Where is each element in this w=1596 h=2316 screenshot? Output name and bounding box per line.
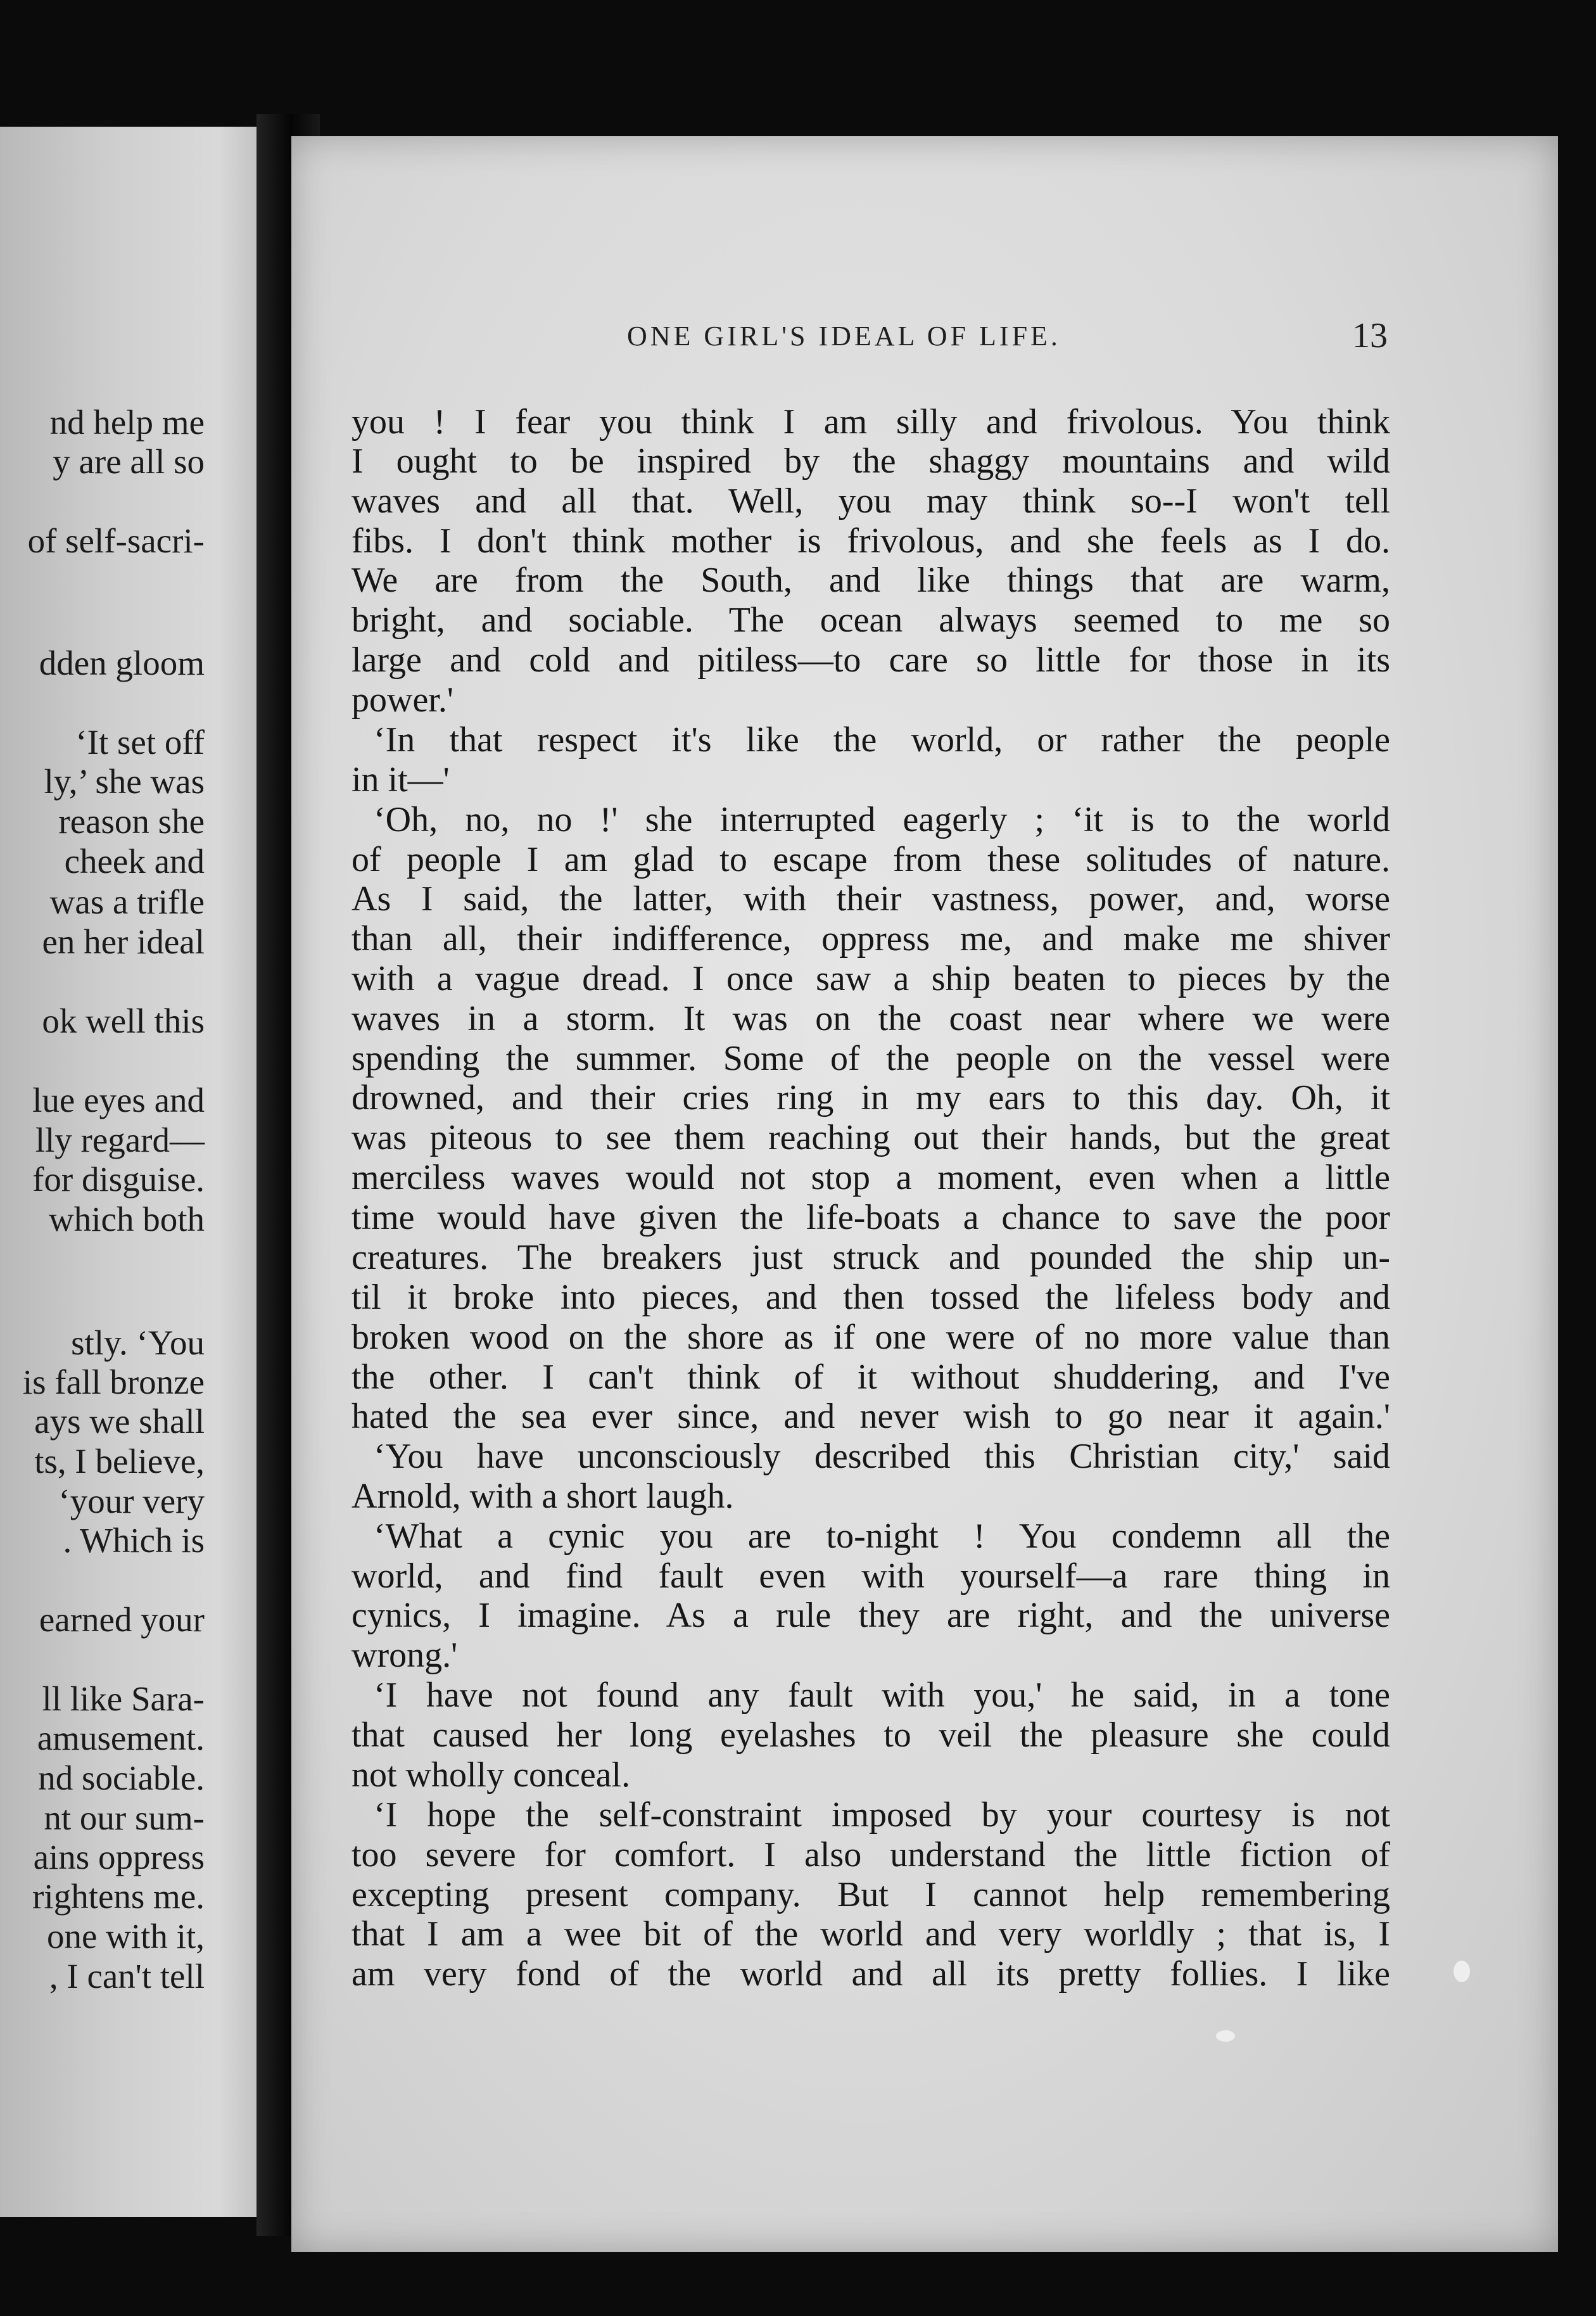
body-text-line: ‘I have not found any fault with you,' he said, in a tone — [374, 1676, 1390, 1715]
body-text-line: am very fond of the world and all its pretty follies. I like — [352, 1954, 1390, 1994]
body-text-line: Arnold, with a short laugh. — [352, 1477, 734, 1516]
page-number: 13 — [1352, 316, 1388, 355]
left-page-line: cheek and — [64, 842, 205, 881]
body-text-line: with a vague dread. I once saw a ship beaten to pieces by the — [352, 959, 1390, 998]
left-page-line: was a trifle — [49, 882, 205, 921]
body-text-line: As I said, the latter, with their vastness, power, and, worse — [352, 879, 1390, 919]
left-page-line: earned your — [39, 1600, 205, 1639]
body-text-line: time would have given the life-boats a chance to save the poor — [352, 1198, 1390, 1237]
left-page-line: ll like Sara- — [42, 1679, 205, 1718]
left-page-line: y are all so — [53, 442, 205, 481]
left-page-line: lue eyes and — [32, 1081, 205, 1119]
left-page-line: ts, I believe, — [34, 1442, 205, 1480]
left-page-line: ains oppress — [33, 1838, 205, 1876]
left-page-line: rightens me. — [32, 1877, 205, 1916]
body-text-line: fibs. I don't think mother is frivolous, and she feels as I do. — [352, 521, 1390, 561]
body-text-line: excepting present company. But I cannot help remembering — [352, 1875, 1390, 1914]
left-page-line: nd help me — [49, 403, 205, 442]
left-page-line: ly,’ she was — [44, 762, 205, 801]
body-text-line: spending the summer. Some of the people on the vessel were — [352, 1039, 1390, 1078]
left-page-line: ok well this — [42, 1002, 205, 1040]
left-page-line: reason she — [58, 802, 205, 841]
body-text-line: the other. I can't think of it without shuddering, and I've — [352, 1358, 1390, 1397]
left-page-line: for disguise. — [32, 1160, 205, 1199]
body-text-line: ‘I hope the self-constraint imposed by your courtesy is not — [374, 1795, 1390, 1835]
left-page-line: . Which is — [63, 1521, 205, 1560]
body-text-line: power.' — [352, 680, 453, 720]
body-text-line: ‘What a cynic you are to-night ! You condemn all the — [374, 1517, 1390, 1556]
left-page-line: ‘your very — [58, 1482, 205, 1520]
body-text-line: waves in a storm. It was on the coast near where we were — [352, 999, 1390, 1038]
running-head: ONE GIRL'S IDEAL OF LIFE. — [627, 321, 1061, 352]
left-page-line: amusement. — [37, 1719, 205, 1757]
left-page-line: ays we shall — [34, 1402, 205, 1441]
paper-blemish — [1454, 1961, 1470, 1982]
paper-blemish — [1216, 2030, 1235, 2042]
body-text-line: wrong.' — [352, 1636, 458, 1675]
body-text-line: that I am a wee bit of the world and very worldly ; that is, I — [352, 1914, 1390, 1954]
left-page-line: one with it, — [46, 1917, 205, 1956]
body-text-line: ‘You have unconsciously described this Christian city,' said — [374, 1437, 1390, 1476]
body-text-line: drowned, and their cries ring in my ears to this day. Oh, it — [352, 1078, 1390, 1117]
body-text-line: I ought to be inspired by the shaggy mountains and wild — [352, 442, 1390, 481]
left-page-line: stly. ‘You — [71, 1323, 205, 1362]
left-page — [0, 127, 256, 2217]
left-page-line: , I can't tell — [49, 1957, 205, 1995]
body-text-line: large and cold and pitiless—to care so little for those in its — [352, 640, 1390, 680]
body-text-line: ‘In that respect it's like the world, or rather the people — [374, 720, 1390, 760]
body-text-line: bright, and sociable. The ocean always seemed to me so — [352, 601, 1390, 640]
body-text-line: not wholly conceal. — [352, 1755, 631, 1795]
body-text-line: that caused her long eyelashes to veil the pleasure she could — [352, 1715, 1390, 1755]
body-text-line: merciless waves would not stop a moment, even when a little — [352, 1158, 1390, 1197]
left-page-line: nt our sum- — [44, 1798, 205, 1837]
left-page-line: dden gloom — [39, 644, 205, 682]
body-text-line: ‘Oh, no, no !' she interrupted eagerly ; ‘it is to the world — [374, 800, 1390, 839]
body-text-line: was piteous to see them reaching out their hands, but the great — [352, 1118, 1390, 1157]
left-page-line: nd sociable. — [38, 1759, 205, 1797]
body-text-line: til it broke into pieces, and then tossed the lifeless body and — [352, 1278, 1390, 1317]
left-page-line: which both — [49, 1200, 205, 1238]
body-text-line: you ! I fear you think I am silly and frivolous. You think — [352, 402, 1390, 442]
body-text-line: hated the sea ever since, and never wish to go near it again.' — [352, 1397, 1390, 1436]
body-text-line: world, and find fault even with yourself—a rare thing in — [352, 1556, 1390, 1596]
left-page-line: lly regard— — [35, 1121, 205, 1159]
body-text-line: waves and all that. Well, you may think so--I won't tell — [352, 481, 1390, 521]
body-text-line: creatures. The breakers just struck and pounded the ship un- — [352, 1238, 1390, 1277]
body-text-line: of people I am glad to escape from these solitudes of nature. — [352, 840, 1390, 879]
body-text-line: cynics, I imagine. As a rule they are right, and the universe — [352, 1596, 1390, 1635]
body-text-line: too severe for comfort. I also understand the little fiction of — [352, 1835, 1390, 1874]
left-page-line: of self-sacri- — [27, 521, 205, 560]
body-text-line: in it—' — [352, 760, 450, 799]
body-text-line: broken wood on the shore as if one were of no more value than — [352, 1318, 1390, 1357]
body-text-line: We are from the South, and like things that are warm, — [352, 561, 1390, 600]
left-page-line: en her ideal — [42, 922, 205, 961]
left-page-line: is fall bronze — [22, 1363, 205, 1401]
left-page-line: ‘It set off — [75, 723, 205, 761]
body-text-line: than all, their indifference, oppress me, and make me shiver — [352, 919, 1390, 958]
